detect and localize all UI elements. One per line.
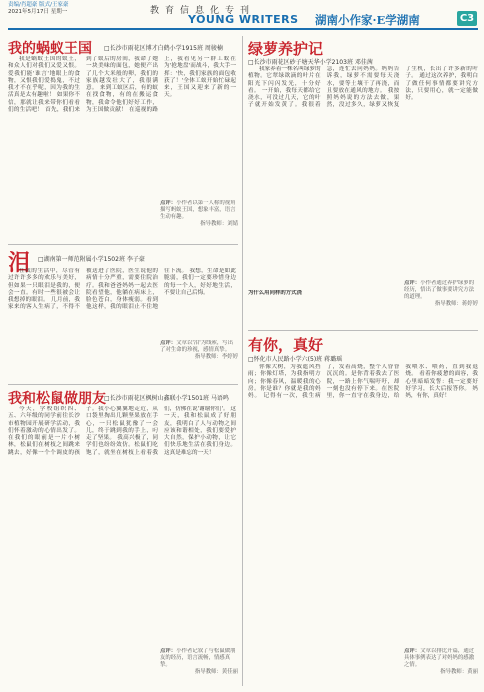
article-byline: □长沙市雨花区博才白鹤小学1915班 周骏楠 — [104, 45, 223, 52]
comment-teacher: 指导教师：黄佳丽 — [194, 669, 238, 675]
comment-label: 点评： — [404, 648, 421, 654]
article-body: 我家养着一株名叫绿萝的植物。它翠绿欲滴的叶片在阳光下闪闪发光，十分好看。 一开始，我每天都给它浇水，可没过几天，它的叶子就开始发黄了。我很着急，连忙去问妈妈。妈妈告诉我，绿萝不需要每天浇水，要等土壤干了再浇，而且要放在通风的地方。 我按照妈妈说的方法去做，果然，没过多久，绿萝又恢复了生机，长出了许多新的叶子。 通过这次养护，我明白了做任何事情都要讲究方法，只要用心，就一定能做好。 — [248, 66, 478, 109]
article-body: 在我的生活中，尽管有过许许多多的欢乐与美好，但如果一只眼泪是我的，便会一直。有时一些很被会让我想掉的眼泪。 几月前，我家来的客人生病了，不得不被送进了医院，医生说他的病情十分严重，需要住院治疗。我和爸爸妈妈一起去医院看望他，他躺在病床上，脸色苍白，身体瘦弱。看到他这样，我的眼泪止不住地往下流。 我想，生命是如此脆弱，我们一定要珍惜身边的每一个人，好好地生活，不要让自己后悔。 — [8, 268, 236, 311]
comment-text: 文章以'泪'为线索，写出了对生命的珍视，感情真挚。 — [160, 340, 234, 353]
article-body: 我是蜗蚁王国的蚁王，和众人们对我们又爱又恨。爱我们能'谁言'地眼上的食物，又恨我们爱捣鬼，不过我才不在乎呢，因为我的生活真是太有趣啦！ 如果你不信，那就让我来带你们看看们的生活吧！ 首先，我们来到了蚁后的房间，我命了她一块美味的面包，她便产出了几个大米般的卵，我们的家族越发壮大了，我很满意。 来到工蚁区后，有的蚁在找食物，有的在搬运食物，我命令他们好好工作，为王国做贡献！ 在巡视的路上，我看见另一群工蚁在为'抢地盘'而战斗，我大手一挥：'快，我们家族的面包收获了！'全体工蚁开始忙碌起来，王国又迎来了新的一天。 — [8, 56, 236, 114]
header-editor: 责编/肖超豪 版式/王家豪 — [8, 2, 69, 8]
article-comment — [404, 280, 478, 320]
page-number-badge: C3 — [457, 11, 477, 26]
comment-text: 小作者记叙了与松鼠做朋友的经历，语言流畅，情感真挚。 — [160, 648, 236, 668]
comment-text: 小作者以第一人称的视角描写蚂蚁王国，想象丰富，语言生动有趣。 — [160, 200, 236, 220]
comment-text: 小作者通过养护绿萝的经历，悟出了做事要讲究方法的道理。 — [404, 280, 475, 300]
section-divider — [8, 244, 238, 245]
brand-english: YOUNG WRITERS — [188, 13, 299, 26]
header-meta — [8, 2, 68, 16]
article-body: 今天，学校组织四、五、六年级的同学前往长沙市植物园开展研学活动，我们怀着激动的心情出发了。 在我们的眼前是一片小树林，松鼠们在树枝之间跳来跳去，好像一个个调皮的孩子。我小心翼翼地走近，从口袋里掏出几颗坚果放在手心，一只松鼠犹豫了一会儿，终于跳到我的手上，叼走了坚果。 我高兴极了，同学们也纷纷效仿。松鼠们吃饱了，就坐在树枝上看着我们，仿佛在说'谢谢你们'。 这一天，我和松鼠成了好朋友，我明白了人与动物之间应该和谐相处，我们要爱护大自然，保护小动物，让它们快乐地生活在我们身边。这真是难忘的一天！ — [8, 406, 236, 456]
header-rule — [8, 28, 478, 30]
article-title: 有你，真好 — [248, 336, 324, 354]
article-title: 我的蜗蚁王国 — [8, 41, 92, 57]
section-divider — [248, 330, 478, 331]
comment-teacher: 指导教师：蒋婷婷 — [434, 301, 478, 307]
article-byline: □湖南第一师范附属小学1502班 李子豪 — [38, 256, 145, 263]
article-title: 泪 — [8, 250, 31, 276]
comment-label: 点评： — [160, 648, 177, 654]
article-footnote: 为什么用同样的方式浇 — [248, 290, 302, 296]
article-title: 绿萝养护记 — [248, 40, 324, 58]
article-comment — [160, 200, 238, 240]
comment-teacher: 指导教师：黄丽 — [440, 669, 478, 675]
comment-text: 文章以排比开篇，通过具体事例表达了对妈妈的感激之情。 — [404, 648, 475, 668]
header-slogan: 教育信息化专刊 — [150, 6, 256, 16]
page-header — [0, 0, 484, 30]
article-byline: □长沙市雨花区枫树山鑫联小学1501班 马语鸣 — [104, 395, 229, 402]
section-divider — [8, 384, 238, 385]
comment-label: 点评： — [160, 340, 177, 346]
column-divider — [242, 36, 243, 686]
header-date: 2021年5月17日 星期一 — [8, 9, 68, 15]
article-comment — [160, 340, 238, 380]
brand-chinese: 湖南小作家·E学湖南 — [315, 13, 420, 27]
article-comment — [160, 648, 238, 688]
article-comment — [404, 648, 478, 688]
comment-label: 点评： — [160, 200, 177, 206]
comment-teacher: 指导教师：刘婧 — [200, 221, 238, 227]
comment-teacher: 指导教师：李婷婷 — [194, 354, 238, 360]
article-byline: □怀化市人民路小学六(5)班 蒋璐瑶 — [248, 356, 343, 363]
article-byline: □长沙市雨花区砂子塘天华小学2103班 邓佳茜 — [248, 59, 373, 66]
comment-label: 点评： — [404, 280, 421, 286]
article-title: 我和松鼠做朋友 — [8, 391, 106, 407]
article-body: 你像大树，为我遮风挡雨；你像灯塔，为我指明方向；你像春风，温暖我的心房。你是谁？你就是我的妈妈。 记得有一次，我生病了，发着高烧，整个人昏昏沉沉的。是你背着我去了医院，一路上你气喘吁吁，却一刻也没有停下来。在医院里，你一直守在我身边，给我喂水、喂药，直到我退烧。 看着你疲惫的面容，我心里暗暗发誓：我一定要好好学习，长大后报答你。 妈妈，有你，真好！ — [248, 364, 478, 400]
